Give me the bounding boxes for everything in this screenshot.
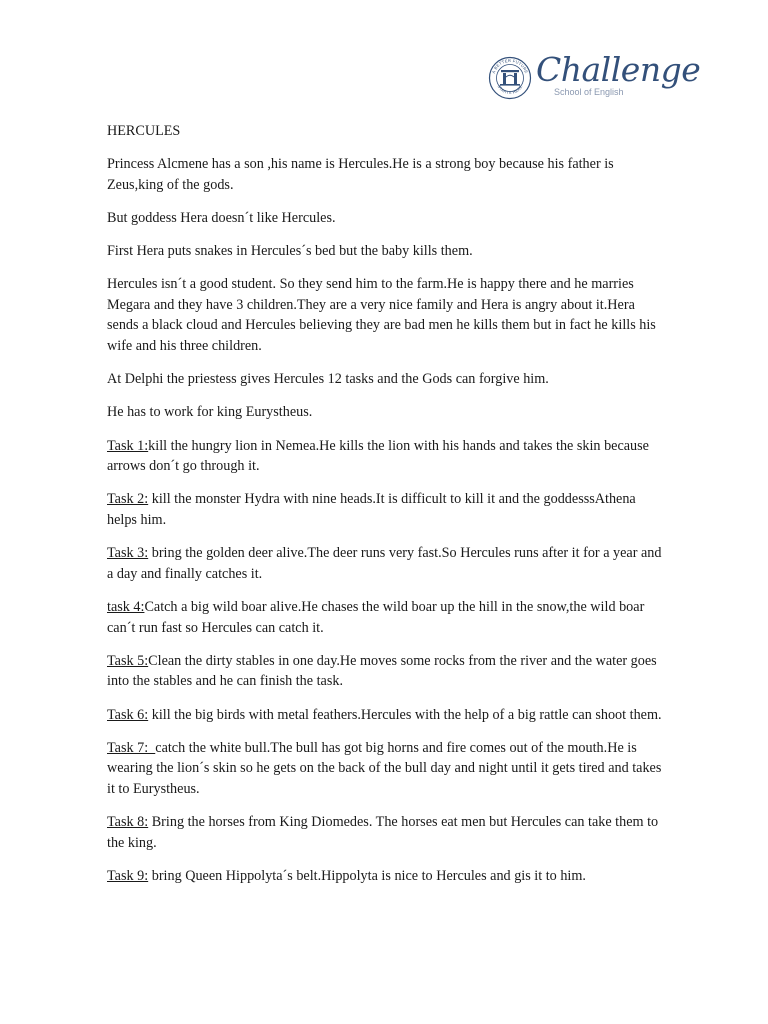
logo-text <box>536 50 701 106</box>
task-label: task 4: <box>107 598 145 615</box>
paragraph: He has to work for king Eurystheus. <box>107 404 313 421</box>
task-text: kill the monster Hydra with nine heads.It is difficult to kill it and the goddesssAthena helps him. <box>107 491 636 528</box>
task-label: Task 3: <box>107 545 149 562</box>
task-label: Task 6: <box>107 706 149 723</box>
document-title: HERCULES <box>107 123 181 139</box>
school-logo <box>488 50 701 106</box>
svg-text:A BETTER FUTURE: A BETTER FUTURE <box>490 57 530 75</box>
task-text: Bring the horses from King Diomedes. The horses eat men but Hercules can take them to the king. <box>107 814 659 851</box>
task-text: Clean the dirty stables in one day.He moves some rocks from the river and the water goes into the stables and he can finish the task. <box>107 652 657 690</box>
task-text: catch the white bull.The bull has got big horns and fire comes out of the mouth.He is wearing the lion´s skin so he gets on the back of the bull day and night until it gets tired and takes it to Eurystheus. <box>107 739 662 797</box>
task-paragraph <box>107 738 667 800</box>
paragraph: Hercules isn´t a good student. So they send him to the farm.He is happy there and he marries Megara and they have 3 children.They are a very nice family and Hera is angry about it.Hera sends a black cloud and Hercules believing they are bad men he kills them but in fact he kills his wife and his three children. <box>107 276 656 355</box>
task-text: Catch a big wild boar alive.He chases the wild boar up the hill in the snow,the wild boar can´t run fast so Hercules can catch it. <box>107 598 645 636</box>
task-paragraph <box>107 543 667 584</box>
task-text: bring the golden deer alive.The deer runs very fast.So Hercules runs after it for a year and a day and finally catches it. <box>107 545 662 582</box>
paragraph: But goddess Hera doesn´t like Hercules. <box>107 209 336 226</box>
task-text: bring Queen Hippolyta´s belt.Hippolyta is nice to Hercules and gis it to him. <box>148 867 586 884</box>
task-text: kill the hungry lion in Nemea.He kills the lion with his hands and takes the skin because arrows don´t go through it. <box>107 437 649 475</box>
document-body <box>107 121 667 899</box>
logo-subtitle: School of English <box>554 87 624 97</box>
task-paragraph <box>107 436 667 477</box>
task-label: Task 2: <box>107 491 149 508</box>
svg-text:STARTS HERE: STARTS HERE <box>496 84 524 96</box>
task-text: kill the big birds with metal feathers.Hercules with the help of a big rattle can shoot them. <box>148 706 662 723</box>
task-paragraph <box>107 866 667 887</box>
paragraph: Princess Alcmene has a son ,his name is Hercules.He is a strong boy because his father is Zeus,king of the gods. <box>107 156 614 193</box>
task-label: Task 9: <box>107 867 149 884</box>
task-paragraph <box>107 489 667 530</box>
task-label: Task 5: <box>107 652 149 669</box>
task-label: Task 1: <box>107 437 149 454</box>
paragraph: At Delphi the priestess gives Hercules 12 tasks and the Gods can forgive him. <box>107 371 549 388</box>
task-paragraph <box>107 812 667 853</box>
task-label: Task 8: <box>107 814 149 831</box>
paragraph: First Hera puts snakes in Hercules´s bed but the baby kills them. <box>107 243 473 260</box>
challenge-seal-icon <box>488 56 532 100</box>
task-label: Task 7: <box>107 739 156 756</box>
task-paragraph <box>107 705 667 726</box>
task-paragraph <box>107 651 667 692</box>
logo-wordmark: Challenge <box>536 50 701 89</box>
task-paragraph <box>107 597 667 638</box>
